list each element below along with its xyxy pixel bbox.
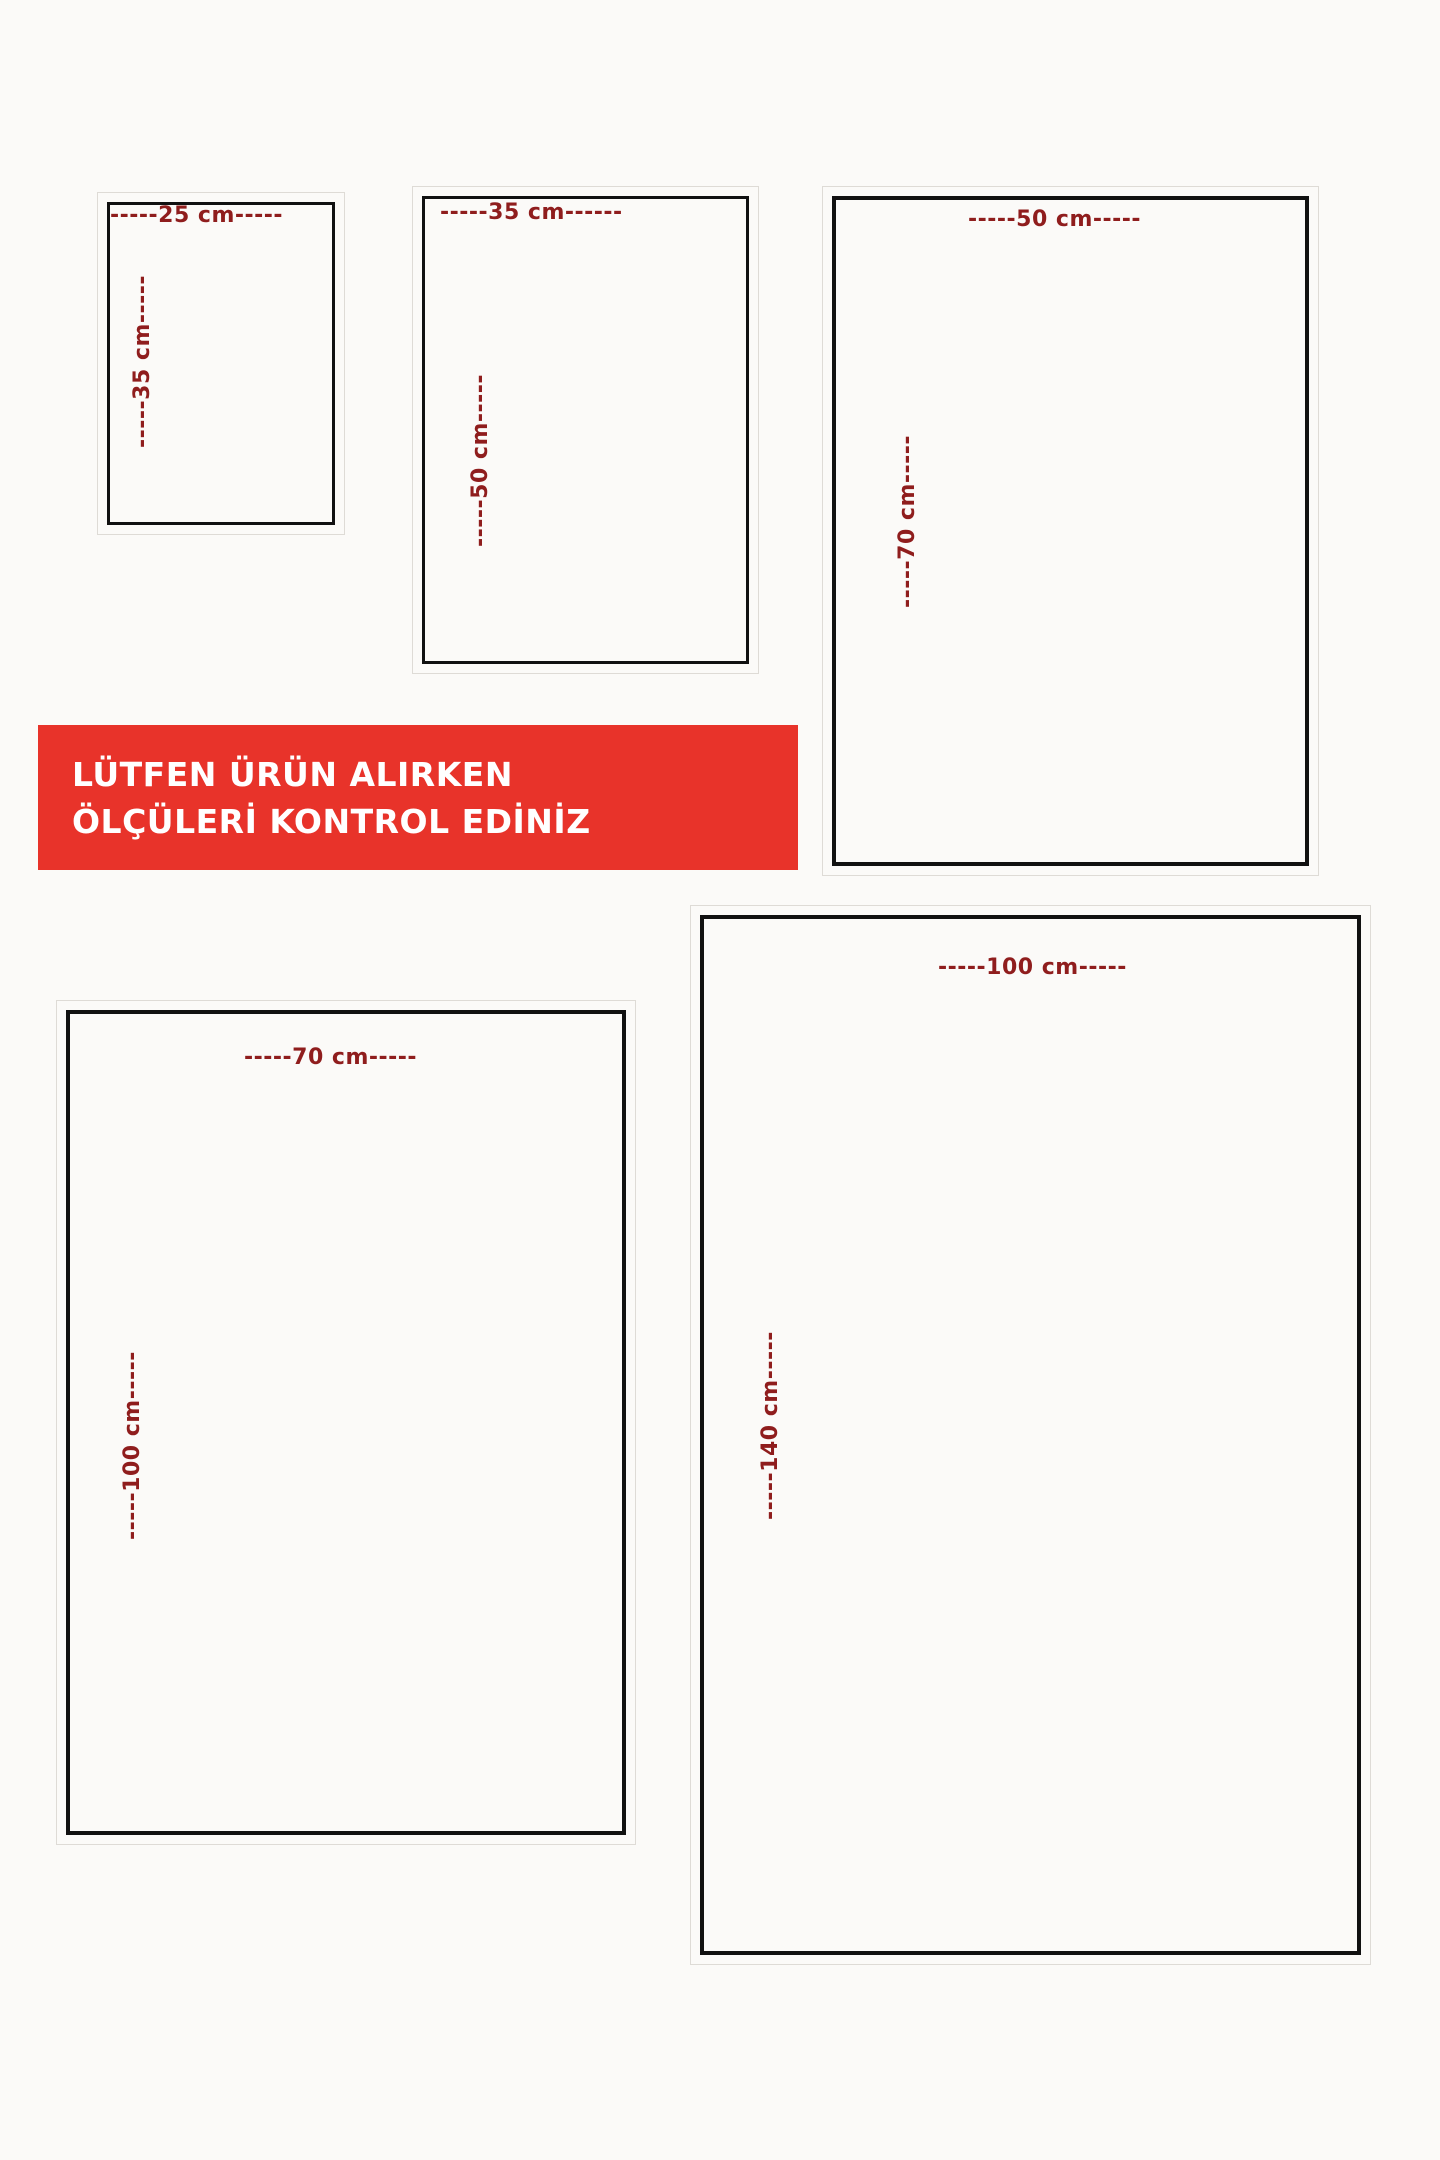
dimension-label-50cm-width: -----50 cm-----	[968, 207, 1142, 232]
size-box-35x50	[412, 186, 759, 674]
dimension-label-50cm-height: -----50 cm-----	[468, 373, 493, 547]
dimension-label-35cm-height: -----35 cm-----	[130, 274, 155, 448]
notice-line-2: ÖLÇÜLERİ KONTROL EDİNİZ	[72, 801, 591, 841]
size-box-100x140-frame	[700, 915, 1361, 1955]
dimension-label-70cm-width: -----70 cm-----	[244, 1045, 418, 1070]
dimension-label-25cm-width: -----25 cm-----	[110, 203, 284, 228]
dimension-label-140cm-height: -----140 cm-----	[758, 1331, 783, 1520]
size-box-100x140	[690, 905, 1371, 1965]
notice-line-1: LÜTFEN ÜRÜN ALIRKEN	[72, 754, 513, 794]
dimension-label-70cm-height: -----70 cm-----	[895, 434, 920, 608]
dimension-label-100cm-width: -----100 cm-----	[938, 955, 1127, 980]
size-box-70x100-frame	[66, 1010, 626, 1835]
dimension-label-35cm-width: -----35 cm------	[440, 200, 623, 225]
dimension-label-100cm-height: -----100 cm-----	[120, 1351, 145, 1540]
size-check-notice	[38, 725, 798, 870]
